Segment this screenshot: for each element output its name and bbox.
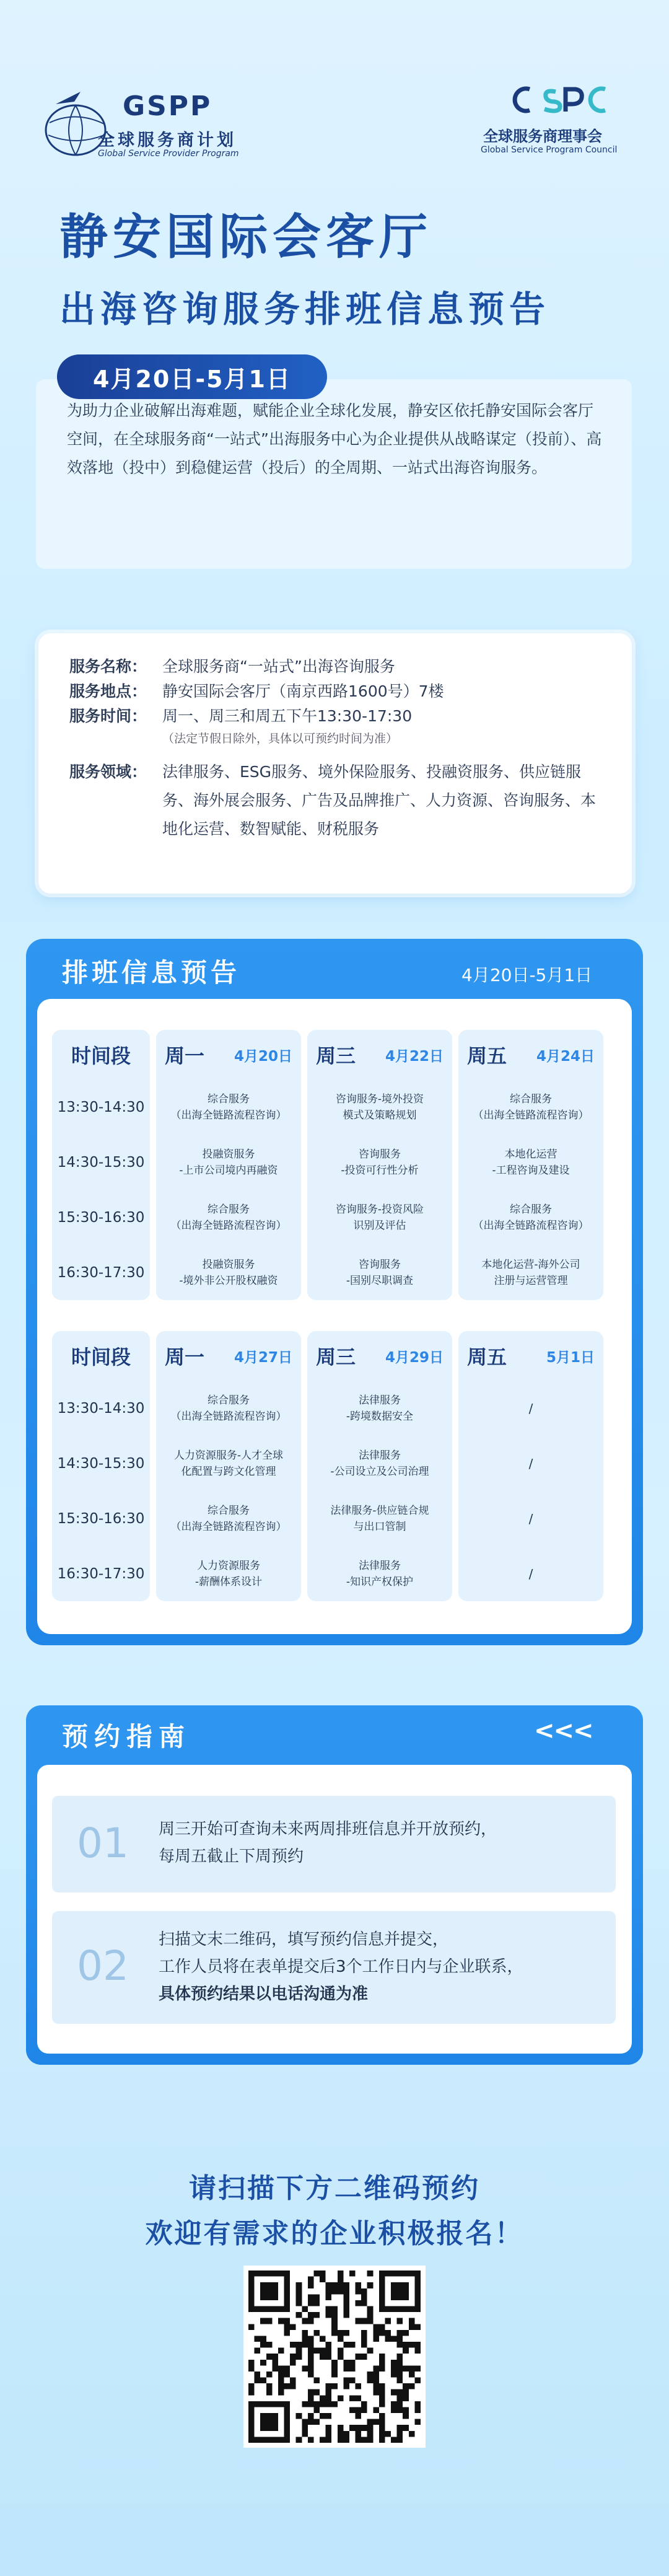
service-name-value: 全球服务商“一站式”出海咨询服务 [162,657,395,675]
schedule-week-2 [52,1331,603,1601]
service-place-label: 服务地点： [69,682,147,700]
schedule-cell: 咨询服务 -投资可行性分析 [341,1148,419,1177]
cta-line-2: 欢迎有需求的企业积极报名！ [145,2218,524,2249]
day-name: 周一 [165,1345,205,1369]
schedule-cell: 本地化运营 -工程咨询及建设 [492,1148,570,1177]
time-header: 时间段 [71,1044,131,1068]
step-line: 工作人员将在表单提交后3个工作日内与企业联系， [159,1958,523,1976]
service-name-label: 服务名称： [69,657,147,675]
day-date: 4月20日 [234,1048,292,1065]
page-subtitle: 出海咨询服务排班信息预告 [59,288,551,330]
service-time-label: 服务时间： [69,707,147,725]
service-place-row [69,679,601,704]
date-range-badge: 4月20日-5月1日 [57,354,327,399]
schedule-cell: 投融资服务 -境外非公开股权融资 [179,1258,278,1287]
schedule-cell: / [528,1400,533,1416]
cta-line-1: 请扫描下方二维码预约 [189,2173,480,2204]
gspp-cn-name: 全球服务商计划 [98,131,237,150]
cspc-en-name: Global Service Program Council [481,145,618,155]
step-text [159,1816,497,1870]
day-date: 4月24日 [536,1048,595,1065]
schedule-cell: 人力资源服务-人才全球 化配置与跨文化管理 [173,1449,284,1478]
schedule-cell: 综合服务 （出海全链路流程咨询） [170,1092,287,1122]
schedule-week-1 [52,1030,603,1300]
chevrons-left-icon: <<< [534,1717,593,1745]
schedule-cell: 综合服务 （出海全链路流程咨询） [473,1092,589,1122]
step-number: 02 [77,1942,129,1990]
step-line: 扫描文末二维码，填写预约信息并提交， [159,1930,449,1949]
time-slot: 13:30-14:30 [57,1099,145,1115]
time-slot: 15:30-16:30 [57,1510,145,1527]
step-text [159,1926,523,2008]
schedule-cell: 综合服务 （出海全链路流程咨询） [170,1504,287,1533]
day-column-wed [307,1331,452,1601]
intro-text: 为助力企业破解出海难题，赋能企业全球化发展，静安区依托静安国际会客厅空间，在全球服务商“一站式”出海服务中心为企业提供从战略谋定（投前）、高效落地（投中）到稳健运营（投后）的全周期、一站式出海咨询服务。 [67,402,602,477]
service-field-row [69,760,601,843]
step-number: 01 [77,1819,129,1867]
gspp-wordmark: GSPP [123,90,212,122]
time-slot: 14:30-15:30 [57,1154,145,1171]
guide-title: 预约指南 [62,1721,191,1752]
time-slot: 14:30-15:30 [57,1455,145,1472]
time-slot: 13:30-14:30 [57,1400,145,1417]
schedule-cell: 综合服务 （出海全链路流程咨询） [473,1203,589,1232]
schedule-title: 排班信息预告 [62,957,241,988]
step-line: 每周五截止下周预约 [159,1847,304,1866]
service-place-value: 静安国际会客厅（南京西路1600号）7楼 [162,682,444,700]
time-header: 时间段 [71,1345,131,1369]
schedule-cell: 本地化运营-海外公司 注册与运营管理 [481,1258,580,1287]
guide-step-2 [52,1911,616,2024]
time-column [52,1030,150,1300]
day-date: 4月27日 [234,1349,292,1366]
day-name: 周五 [467,1044,507,1068]
schedule-cell: 法律服务-供应链合规 与出口管制 [330,1504,429,1533]
schedule-cell: 咨询服务-投资风险 识别及评估 [335,1203,424,1232]
page-title: 静安国际会客厅 [59,209,433,265]
gspp-logo [37,73,248,166]
day-name: 周五 [467,1345,507,1369]
schedule-cell: 咨询服务 -国别尽职调查 [346,1258,414,1287]
schedule-cell: 法律服务 -跨境数据安全 [346,1394,414,1423]
day-date: 4月22日 [385,1048,444,1065]
schedule-cell: 法律服务 -公司设立及公司治理 [330,1449,429,1478]
cspc-wordmark-icon [511,81,610,119]
day-column-fri [458,1030,603,1300]
service-field-value: 法律服务、ESG服务、境外保险服务、投融资服务、供应链服务、海外展会服务、广告及品牌推广、人力资源、咨询服务、本地化运营、数智赋能、财税服务 [162,763,597,838]
service-name-row [69,654,601,679]
day-name: 周三 [316,1345,356,1369]
day-column-mon [156,1331,301,1601]
service-time-row [69,704,601,729]
cspc-cn-name: 全球服务商理事会 [483,128,602,145]
time-slot: 16:30-17:30 [57,1565,145,1582]
day-column-wed [307,1030,452,1300]
day-column-fri [458,1331,603,1601]
time-slot: 16:30-17:30 [57,1264,145,1281]
schedule-cell: 投融资服务 -上市公司境内再融资 [179,1148,278,1177]
qr-code[interactable] [243,2266,426,2448]
day-date: 5月1日 [546,1349,595,1366]
cspc-logo [477,81,638,161]
schedule-cell: 综合服务 （出海全链路流程咨询） [170,1394,287,1423]
schedule-cell: 人力资源服务 -薪酬体系设计 [195,1559,263,1588]
service-info-card [38,633,632,894]
day-date: 4月29日 [385,1349,444,1366]
day-name: 周三 [316,1044,356,1068]
qr-code-icon [248,2270,421,2443]
gspp-en-name: Global Service Provider Program [98,149,239,159]
schedule-range: 4月20日-5月1日 [461,965,593,985]
time-slot: 15:30-16:30 [57,1209,145,1226]
schedule-cell: / [528,1511,533,1526]
step-line: 周三开始可查询未来两周排班信息并开放预约， [159,1820,497,1839]
day-column-mon [156,1030,301,1300]
step-line-bold: 具体预约结果以电话沟通为准 [159,1985,369,2003]
service-time-note: （法定节假日除外，具体以可预约时间为准） [162,732,398,745]
schedule-cell: 综合服务 （出海全链路流程咨询） [170,1203,287,1232]
schedule-cell: 法律服务 -知识产权保护 [346,1559,414,1588]
service-time-value: 周一、周三和周五下午13:30-17:30 [162,707,413,725]
schedule-cell: / [528,1566,533,1581]
day-name: 周一 [165,1044,205,1068]
schedule-cell: / [528,1456,533,1471]
schedule-cell: 咨询服务-境外投资 模式及策略规划 [335,1092,424,1122]
guide-step-1 [52,1796,616,1892]
service-field-label: 服务领域： [69,763,147,781]
time-column [52,1331,150,1601]
